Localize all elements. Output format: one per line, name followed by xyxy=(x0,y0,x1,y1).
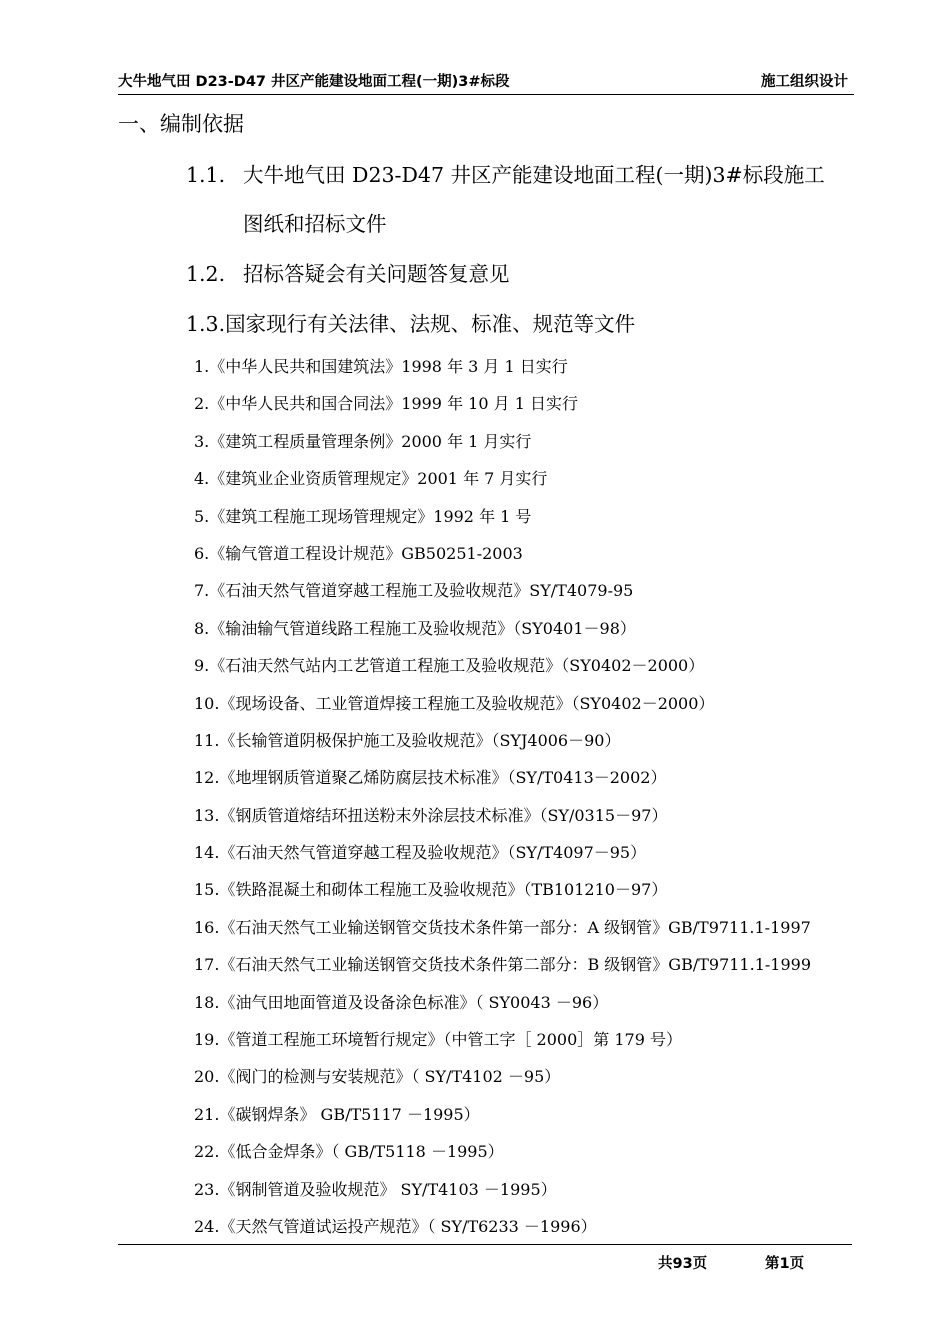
reference-item: 6.《输气管道工程设计规范》GB50251-2003 xyxy=(194,543,523,563)
header-project-title: 大牛地气田 D23-D47 井区产能建设地面工程(一期)3#标段 xyxy=(118,74,510,90)
reference-item: 9.《石油天然气站内工艺管道工程施工及验收规范》（SY0402－2000） xyxy=(194,656,705,676)
header-document-type: 施工组织设计 xyxy=(761,74,848,90)
subsection-text: 国家现行有关法律、法规、标准、规范等文件 xyxy=(225,312,636,336)
reference-item: 5.《建筑工程施工现场管理规定》1992 年 1 号 xyxy=(194,506,532,526)
reference-item: 14.《石油天然气管道穿越工程及验收规范》（SY/T4097－95） xyxy=(194,843,647,863)
reference-item: 22.《低合金焊条》（ GB/T5118 －1995） xyxy=(194,1142,504,1162)
section-title: 一、编制依据 xyxy=(118,112,244,136)
reference-item: 13.《钢质管道熔结环扭送粉末外涂层技术标准》（SY/0315－97） xyxy=(194,805,668,825)
reference-item: 17.《石油天然气工业输送钢管交货技术条件第二部分：B 级钢管》GB/T9711.1-1999 xyxy=(194,955,812,975)
reference-item: 23.《钢制管道及验收规范》 SY/T4103 －1995） xyxy=(194,1179,557,1199)
subsection-number: 1.1. xyxy=(186,163,226,187)
subsection-1-3 xyxy=(186,307,635,337)
subsection-number: 1.2. xyxy=(186,262,226,286)
reference-item: 7.《石油天然气管道穿越工程施工及验收规范》SY/T4079-95 xyxy=(194,581,634,601)
reference-item: 19.《管道工程施工环境暂行规定》（中管工字［ 2000］第 179 号） xyxy=(194,1030,682,1050)
reference-item: 24.《天然气管道试运投产规范》（ SY/T6233 －1996） xyxy=(194,1216,597,1236)
reference-item: 3.《建筑工程质量管理条例》2000 年 1 月实行 xyxy=(194,431,532,451)
reference-item: 11.《长输管道阴极保护施工及验收规范》（SYJ4006－90） xyxy=(194,730,621,750)
reference-item: 8.《输油输气管道线路工程施工及验收规范》（SY0401－98） xyxy=(194,618,636,638)
subsection-text: 招标答疑会有关问题答复意见 xyxy=(243,262,510,286)
reference-item: 20.《阀门的检测与安装规范》（ SY/T4102 －95） xyxy=(194,1067,561,1087)
reference-item: 12.《地埋钢质管道聚乙烯防腐层技术标准》（SY/T0413－2002） xyxy=(194,768,667,788)
page-header xyxy=(118,66,854,95)
reference-item: 15.《铁路混凝土和砌体工程施工及验收规范》（TB101210－97） xyxy=(194,880,668,900)
subsection-number: 1.3. xyxy=(186,312,226,336)
footer-total-pages: 共93页 xyxy=(658,1256,708,1272)
subsection-1-1-continued: 图纸和招标文件 xyxy=(243,212,387,236)
reference-list xyxy=(194,353,811,1250)
reference-item: 4.《建筑业企业资质管理规定》2001 年 7 月实行 xyxy=(194,469,548,489)
reference-item: 2.《中华人民共和国合同法》1999 年 10 月 1 日实行 xyxy=(194,394,578,414)
reference-item: 1.《中华人民共和国建筑法》1998 年 3 月 1 日实行 xyxy=(194,357,568,376)
reference-item: 21.《碳钢焊条》 GB/T5117 －1995） xyxy=(194,1104,480,1124)
subsection-1-2 xyxy=(186,257,510,287)
footer-divider xyxy=(118,1244,852,1245)
reference-item: 10.《现场设备、工业管道焊接工程施工及验收规范》（SY0402－2000） xyxy=(194,693,715,713)
subsection-1-1 xyxy=(186,158,825,188)
reference-item: 18.《油气田地面管道及设备涂色标准》（ SY0043 －96） xyxy=(194,992,609,1012)
subsection-text: 大牛地气田 D23-D47 井区产能建设地面工程(一期)3#标段施工 xyxy=(243,163,825,187)
reference-item: 16.《石油天然气工业输送钢管交货技术条件第一部分：A 级钢管》GB/T9711.1-1997 xyxy=(194,917,811,937)
footer-page-number: 第1页 xyxy=(765,1256,805,1272)
